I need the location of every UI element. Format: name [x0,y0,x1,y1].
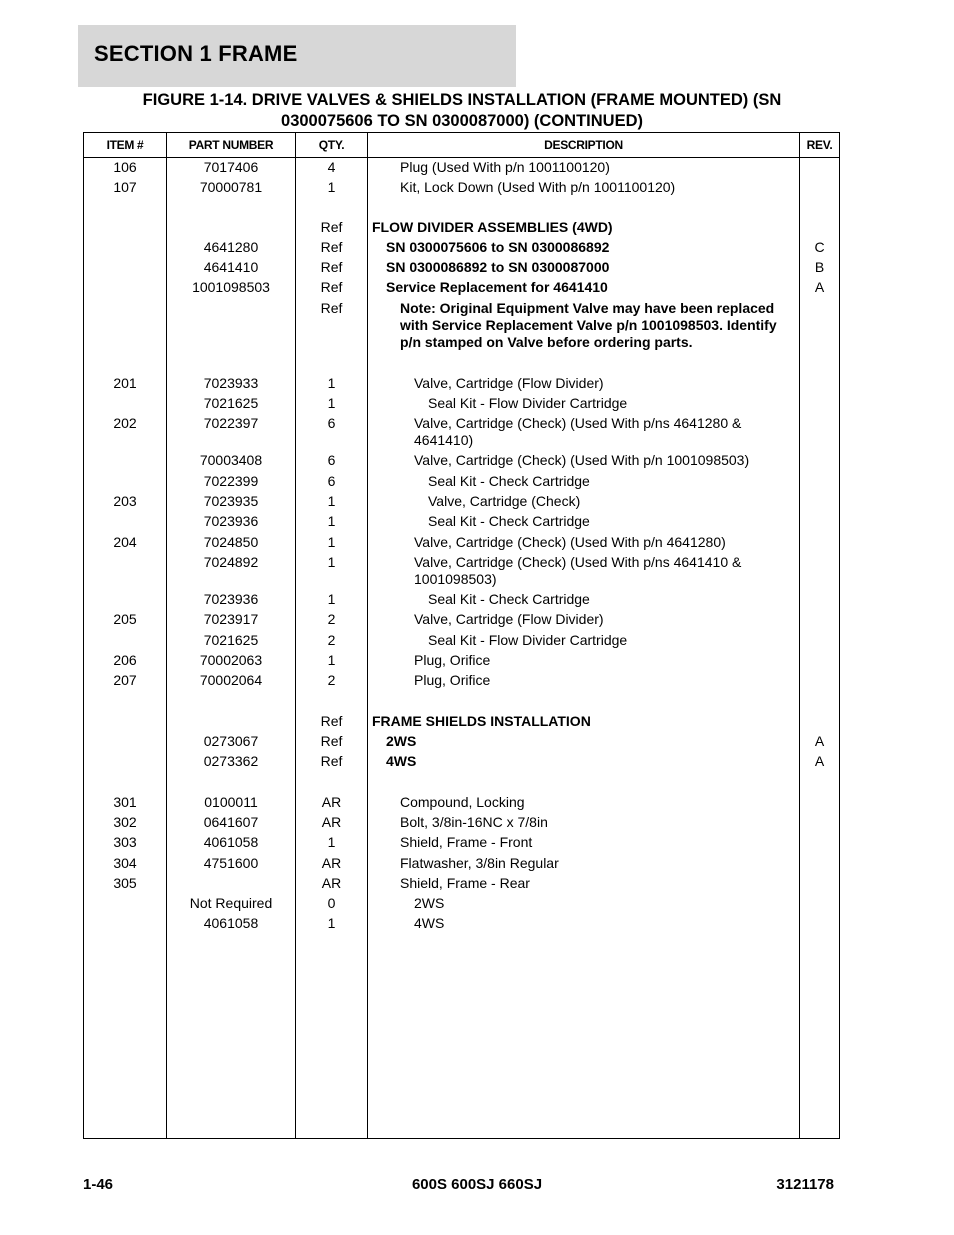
qty-cell: 1 [327,375,336,391]
header-qty: QTY. [318,138,345,152]
description-cell: Plug (Used With p/n 1001100120) [400,159,610,175]
description-cell: Seal Kit - Check Cartridge [428,473,590,489]
qty-cell: Ref [320,279,343,295]
footer-doc-number: 3121178 [776,1176,834,1193]
qty-cell: 1 [327,513,336,529]
qty-cell: 0 [327,895,336,911]
qty-cell: 1 [327,179,336,195]
part-number-cell: 7023933 [203,375,259,391]
part-number-cell: 0641607 [203,814,259,830]
description-cell: Valve, Cartridge (Flow Divider) [414,611,604,627]
description-cell: SN 0300075606 to SN 0300086892 [386,239,610,255]
description-cell: 4WS [386,753,417,769]
qty-cell: 6 [327,473,336,489]
qty-cell: 2 [327,611,336,627]
description-cell: Plug, Orifice [414,672,491,688]
qty-cell: Ref [320,219,343,235]
description-cell: Flatwasher, 3/8in Regular [400,855,559,871]
qty-cell: Ref [320,300,343,316]
item-cell: 206 [113,652,137,668]
description-cell: Valve, Cartridge (Check) (Used With p/ns 4641410 & 1001098503) [414,554,742,587]
qty-cell: 1 [327,554,336,570]
part-number-cell: 0100011 [204,794,258,810]
footer-model: 600S 600SJ 660SJ [411,1176,543,1193]
qty-cell: Ref [320,259,343,275]
item-cell: 207 [113,672,137,688]
description-cell: Valve, Cartridge (Check) (Used With p/n 1001098503) [414,452,750,468]
part-number-cell: 4061058 [203,915,259,931]
item-cell: 106 [113,159,137,175]
part-number-cell: 7022399 [203,473,259,489]
parts-table [83,132,840,1139]
rev-cell: C [814,239,825,255]
description-cell: Seal Kit - Check Cartridge [428,513,590,529]
description-cell: Service Replacement for 4641410 [386,279,608,295]
description-cell: Seal Kit - Check Cartridge [428,591,590,607]
part-number-cell: 7021625 [203,395,259,411]
qty-cell: 1 [327,652,336,668]
description-cell: FLOW DIVIDER ASSEMBLIES (4WD) [372,219,613,235]
description-cell: Valve, Cartridge (Check) (Used With p/ns 4641280 & 4641410) [414,415,742,448]
qty-cell: 6 [327,452,336,468]
description-cell: FRAME SHIELDS INSTALLATION [372,713,591,729]
qty-cell: AR [321,855,342,871]
part-number-cell: 4641280 [203,239,259,255]
part-number-cell: 70000781 [199,179,263,195]
description-cell: Valve, Cartridge (Check) (Used With p/n 4641280) [414,534,726,550]
description-cell: 2WS [414,895,445,911]
item-cell: 203 [113,493,137,509]
description-cell: Shield, Frame - Rear [400,875,530,891]
qty-cell: 1 [327,591,336,607]
item-cell: 301 [113,794,137,810]
description-cell: Compound, Locking [400,794,525,810]
item-cell: 107 [113,179,137,195]
qty-cell: Ref [320,753,343,769]
part-number-cell: 7021625 [203,632,259,648]
qty-cell: 1 [327,834,336,850]
rev-cell: A [814,733,825,749]
description-cell: Seal Kit - Flow Divider Cartridge [428,632,628,648]
item-cell: 204 [113,534,137,550]
part-number-cell: 4751600 [203,855,259,871]
part-number-cell: 7023936 [203,513,259,529]
item-cell: 201 [113,375,137,391]
header-item: ITEM # [106,138,144,152]
part-number-cell: 4641410 [203,259,259,275]
description-cell: Seal Kit - Flow Divider Cartridge [428,395,628,411]
qty-cell: Ref [320,239,343,255]
description-cell: Kit, Lock Down (Used With p/n 1001100120) [400,179,676,195]
header-description: DESCRIPTION [544,138,623,152]
qty-cell: 2 [327,672,336,688]
part-number-cell: 7022397 [203,415,259,431]
qty-cell: 1 [327,493,336,509]
qty-cell: AR [321,814,342,830]
footer-page-number: 1-46 [83,1176,114,1193]
part-number-cell: 7017406 [203,159,259,175]
section-title: SECTION 1 FRAME [94,41,298,66]
part-number-cell: 7023936 [203,591,259,607]
header-part-number: PART NUMBER [188,138,274,152]
part-number-cell: 4061058 [203,834,259,850]
qty-cell: AR [321,794,342,810]
description-cell: Plug, Orifice [414,652,491,668]
qty-cell: 2 [327,632,336,648]
description-cell: Valve, Cartridge (Flow Divider) [414,375,604,391]
part-number-cell: 70002064 [199,672,263,688]
part-number-cell: 7023935 [203,493,259,509]
description-cell: 4WS [414,915,445,931]
figure-title [84,90,840,132]
column-divider [367,133,368,1138]
rev-cell: B [814,259,825,275]
item-cell: 205 [113,611,137,627]
item-cell: 304 [113,855,137,871]
part-number-cell: 0273362 [203,753,259,769]
qty-cell: 6 [327,415,336,431]
qty-cell: Ref [320,713,343,729]
description-cell: Note: Original Equipment Valve may have been replaced with Service Replacement Valve p/n 1001098503. Identify p/n stamped on Valve before ordering parts. [400,300,777,350]
item-cell: 305 [113,875,137,891]
part-number-cell: 70002063 [199,652,263,668]
header-rev: REV. [806,138,833,152]
item-cell: 303 [113,834,137,850]
part-number-cell: 70003408 [199,452,263,468]
part-number-cell: Not Required [189,895,273,911]
part-number-cell: 7024850 [203,534,259,550]
description-cell: Valve, Cartridge (Check) [428,493,581,509]
part-number-cell: 0273067 [203,733,259,749]
description-cell: 2WS [386,733,417,749]
qty-cell: 1 [327,534,336,550]
figure-title-line1: FIGURE 1-14. DRIVE VALVES & SHIELDS INSTALLATION (FRAME MOUNTED) (SN [142,91,782,109]
description-cell: Shield, Frame - Front [400,834,533,850]
description-cell: Bolt, 3/8in-16NC x 7/8in [400,814,548,830]
section-banner [78,25,516,87]
qty-cell: AR [321,875,342,891]
qty-cell: 1 [327,395,336,411]
part-number-cell: 7023917 [203,611,259,627]
rev-cell: A [814,753,825,769]
item-cell: 302 [113,814,137,830]
figure-title-line2: 0300075606 TO SN 0300087000) (CONTINUED) [281,112,643,130]
qty-cell: Ref [320,733,343,749]
part-number-cell: 1001098503 [192,279,270,295]
item-cell: 202 [113,415,137,431]
rev-cell: A [814,279,825,295]
qty-cell: 4 [327,159,336,175]
part-number-cell: 7024892 [203,554,259,570]
description-cell: SN 0300086892 to SN 0300087000 [386,259,610,275]
qty-cell: 1 [327,915,336,931]
table-header [84,133,839,158]
